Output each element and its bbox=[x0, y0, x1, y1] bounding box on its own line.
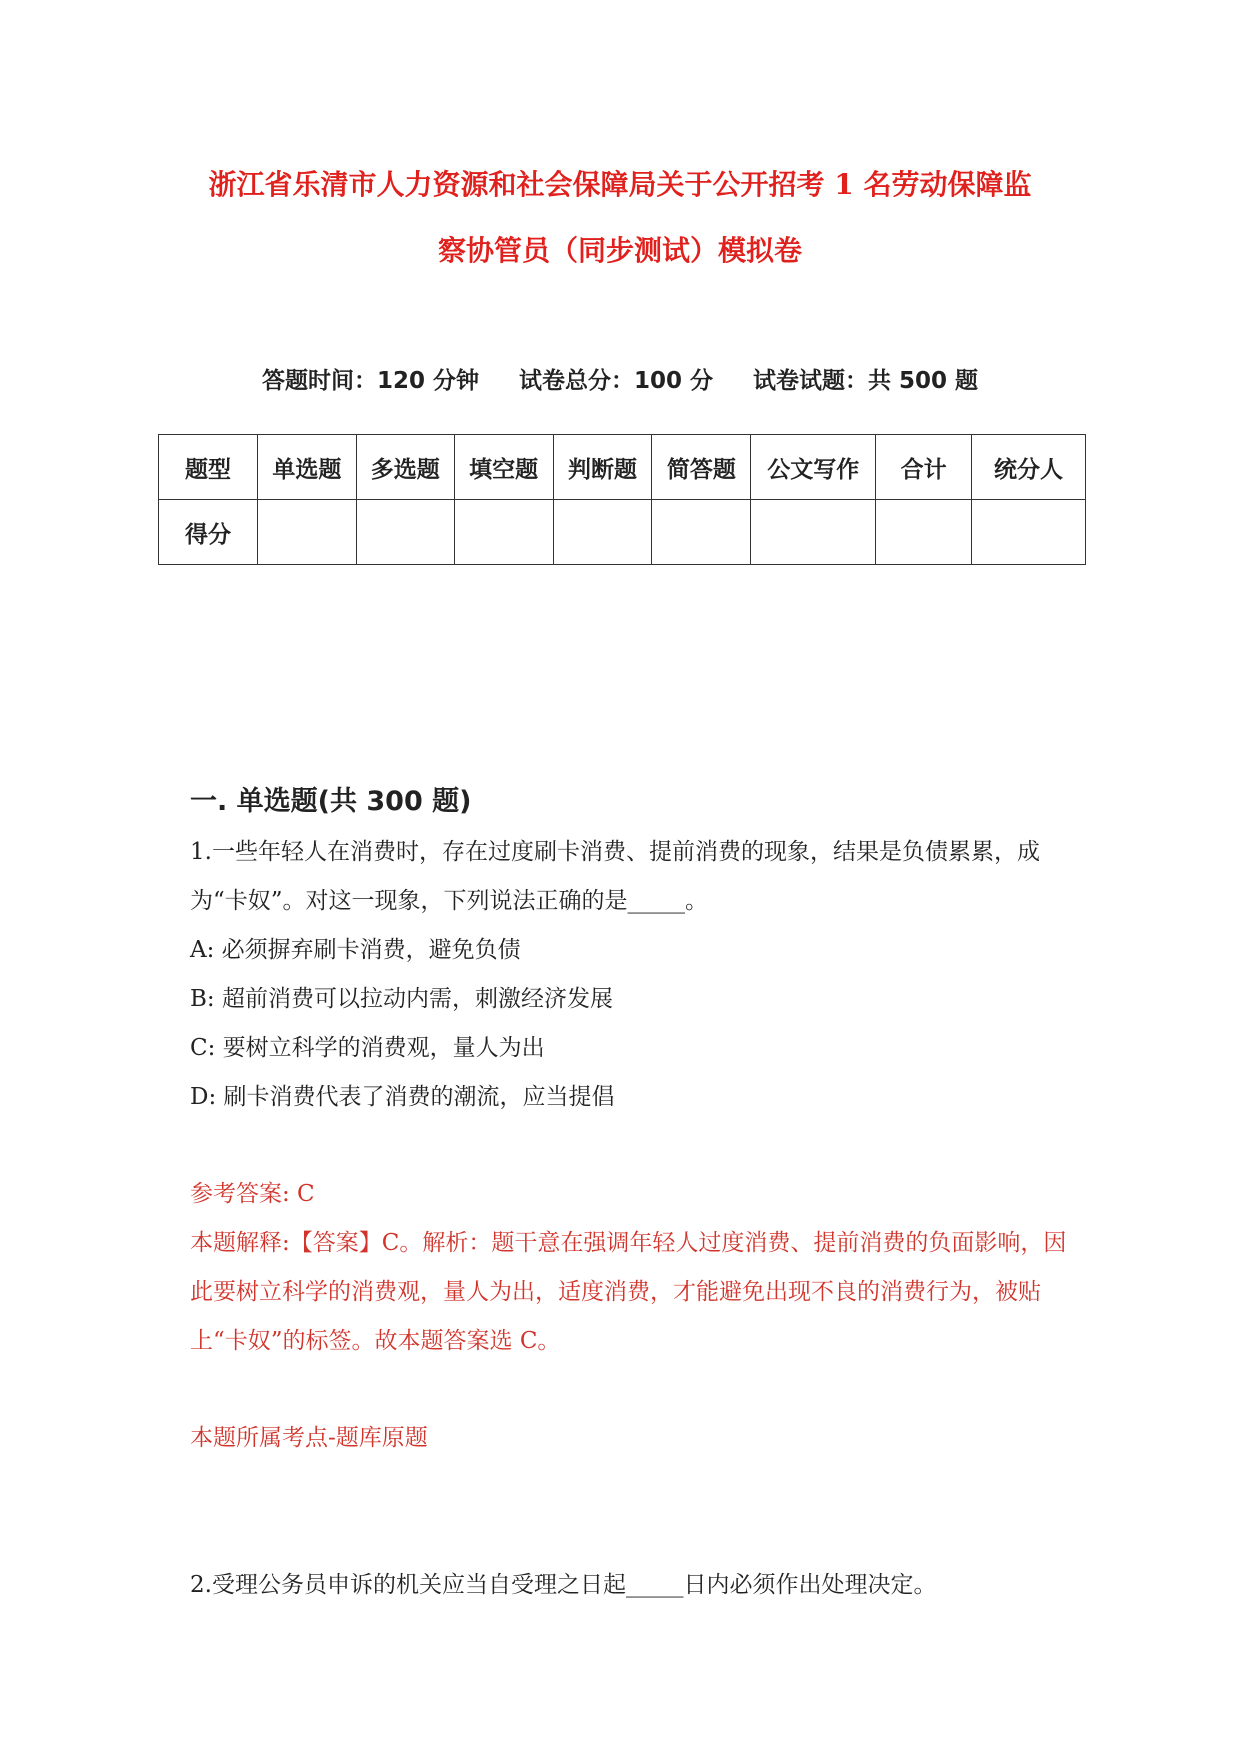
question-2-stem: 2.受理公务员申诉的机关应当自受理之日起_____日内必须作出处理决定。 bbox=[190, 1572, 937, 1598]
question-1-option-d: D: 刷卡消费代表了消费的潮流，应当提倡 bbox=[190, 1084, 615, 1110]
question-1-stem: 1.一些年轻人在消费时，存在过度刷卡消费、提前消费的现象，结果是负债累累，成为“卡奴”。对这一现象，下列说法正确的是_____。 bbox=[190, 839, 1040, 914]
table-header-cell: 公文写作 bbox=[751, 435, 876, 500]
section-title: 一. 单选题(共 300 题) bbox=[190, 786, 472, 817]
score-cell bbox=[972, 500, 1086, 565]
table-header-cell: 判断题 bbox=[553, 435, 652, 500]
table-header-cell: 填空题 bbox=[454, 435, 553, 500]
score-table-score-row bbox=[159, 500, 1086, 565]
score-cell bbox=[356, 500, 454, 565]
exam-question-count: 试卷试题：共 500 题 bbox=[753, 368, 979, 394]
score-cell bbox=[751, 500, 876, 565]
score-cell bbox=[257, 500, 356, 565]
exam-time: 答题时间：120 分钟 bbox=[261, 368, 479, 394]
table-header-cell: 多选题 bbox=[356, 435, 454, 500]
score-cell bbox=[652, 500, 751, 565]
question-1-answer: 参考答案: C bbox=[190, 1181, 315, 1207]
question-1-option-c: C: 要树立科学的消费观，量人为出 bbox=[190, 1035, 545, 1061]
table-header-cell: 单选题 bbox=[257, 435, 356, 500]
exam-total-score: 试卷总分：100 分 bbox=[518, 368, 714, 394]
table-header-cell: 题型 bbox=[159, 435, 258, 500]
score-table bbox=[158, 434, 1086, 565]
question-1-source: 本题所属考点-题库原题 bbox=[190, 1425, 428, 1451]
question-1-option-b: B: 超前消费可以拉动内需，刺激经济发展 bbox=[190, 986, 613, 1012]
document-title-line2: 察协管员（同步测试）模拟卷 bbox=[437, 234, 802, 267]
table-header-cell: 简答题 bbox=[652, 435, 751, 500]
question-1-explanation: 本题解释:【答案】C。解析：题干意在强调年轻人过度消费、提前消费的负面影响，因此要树立科学的消费观，量人为出，适度消费，才能避免出现不良的消费行为，被贴上“卡奴”的标签。故本题答案选 C。 bbox=[190, 1230, 1067, 1354]
exam-meta bbox=[0, 362, 1240, 395]
score-cell bbox=[876, 500, 972, 565]
question-1-option-a: A: 必须摒弃刷卡消费，避免负债 bbox=[190, 937, 521, 963]
score-row-label: 得分 bbox=[159, 500, 258, 565]
score-cell bbox=[553, 500, 652, 565]
document-title-line1: 浙江省乐清市人力资源和社会保障局关于公开招考 1 名劳动保障监 bbox=[208, 168, 1032, 201]
table-header-cell: 合计 bbox=[876, 435, 972, 500]
score-cell bbox=[454, 500, 553, 565]
table-header-cell: 统分人 bbox=[972, 435, 1086, 500]
score-table-header-row bbox=[159, 435, 1086, 500]
